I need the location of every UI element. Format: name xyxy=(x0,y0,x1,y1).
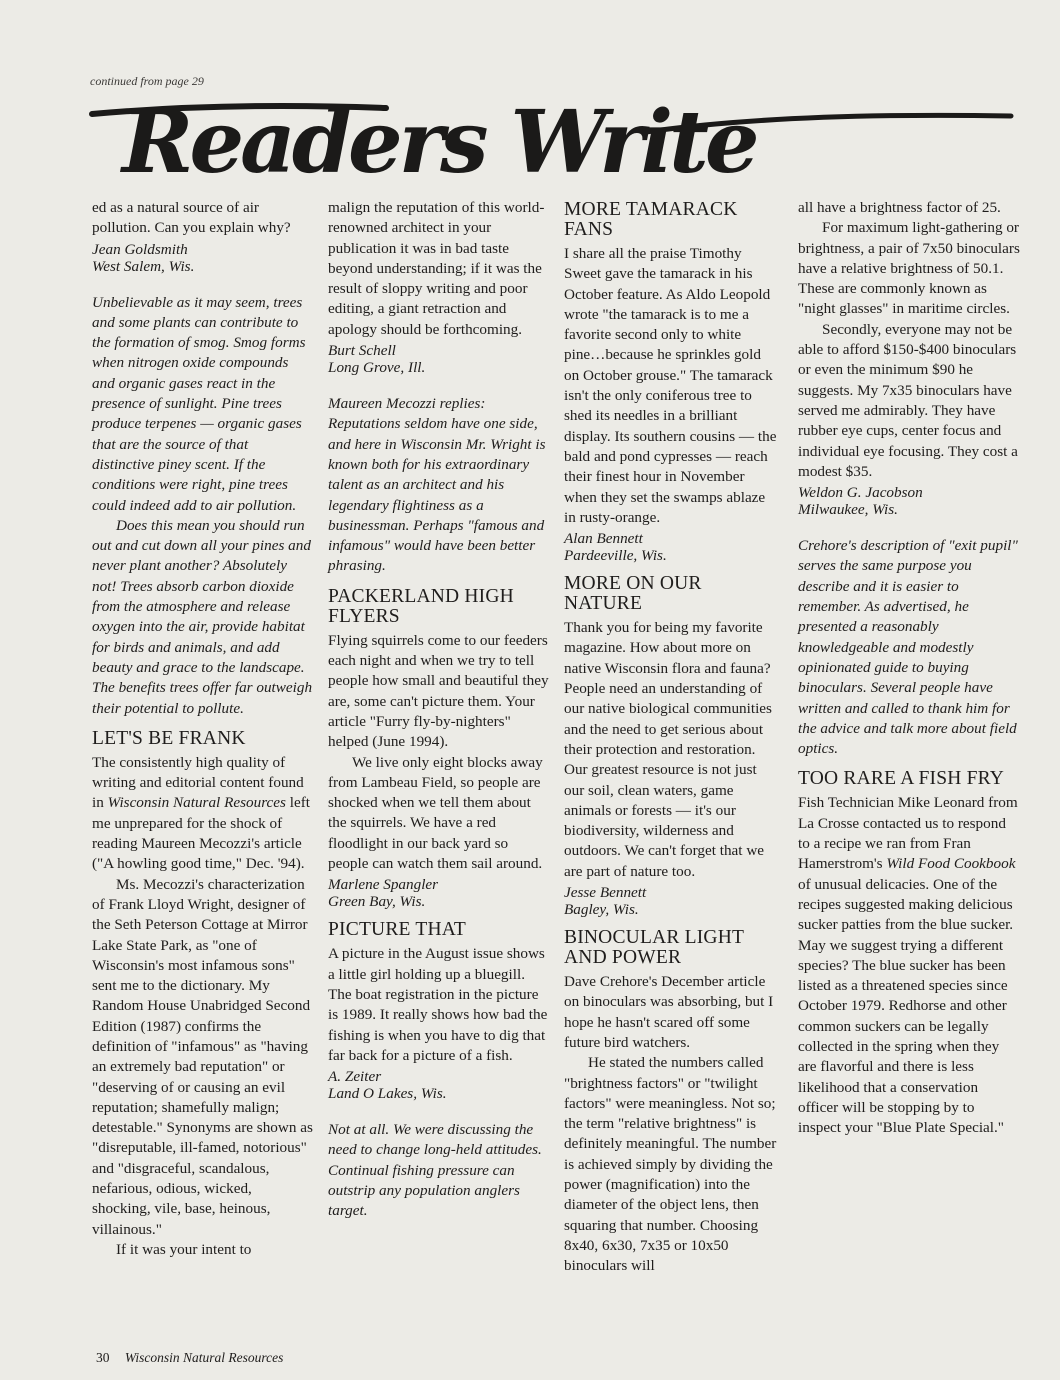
signature-name: Burt Schell xyxy=(328,342,396,360)
signature xyxy=(564,530,778,564)
continued-note: continued from page 29 xyxy=(90,74,204,88)
letter-paragraph: A picture in the August issue shows a little girl holding up a bluegill. The boat registration in the picture is 1989. It really shows how bad the fishing is when you have to dig that far back for a picture of a fish. xyxy=(328,945,548,1064)
letter-paragraph: Ms. Mecozzi's characterization of Frank Lloyd Wright, designer of the Seth Peterson Cottage at Mirror Lake State Park, as "one of Wisconsin's most infamous sons" sent me to the dictionary. My Random House Unabridged Second Edition (1987) confirms the definition of "infamous" as "having an extremely bad reputation" or "deserving of or causing an evil reputation; shamefully malign; detestable." Synonyms are shown as "disreputable, ill-famed, notorious" and "disgraceful, scandalous, nefarious, odious, wicked, shocking, vile, base, heinous, villainous." xyxy=(92,875,313,1238)
editor-reply-continued: Does this mean you should run out and cut down all your pines and never plant another? Absolutely not! Trees absorb carbon dioxide from the atmosphere and release oxygen into the air, provide habitat for birds and animals, and add beauty and grace to the landscape. The benefits trees offer far outweigh their potential to pollute. xyxy=(92,516,313,717)
signature xyxy=(328,1068,550,1102)
signature-place: Bagley, Wis. xyxy=(564,901,639,919)
letter-paragraph: Thank you for being my favorite magazine. How about more on native Wisconsin flora and fauna? People need an understanding of our native biological communities and the need to get serious about their protection and restoration. Our greatest resource is not just our soil, clean waters, game animals or forests — it's our biodiversity, wilderness and outdoors. We can't forget that we are part of nature too. xyxy=(564,619,772,880)
signature-place: Green Bay, Wis. xyxy=(328,893,426,911)
letter-paragraph: Fish Technician Mike Leonard from La Crosse contacted us to respond to a recipe we ran from Fran Hamerstrom's Wild Food Cookbook of unusual delicacies. One of the recipes suggested making delicious sucker patties from the blue sucker. May we suggest trying a different species? The blue sucker has been listed as a threatened species since October 1979. Redhorse and other common suckers can be legally collected in the spring when they are flavorful and there is less likelihood that a conservation officer will be stopping by to inspect your "Blue Plate Special." xyxy=(798,794,1018,1137)
signature-name: Jesse Bennett xyxy=(564,884,647,902)
letter-paragraph: all have a brightness factor of 25. xyxy=(798,199,1001,216)
section-heading: TOO RARE A FISH FRY xyxy=(798,768,1005,790)
editor-reply: Unbelievable as it may seem, trees and some plants can contribute to the formation of smog. Smog forms when nitrogen oxide compounds and organic gases react in the presence of sunlight. Pine trees produce terpenes — organic gases that are the source of that distinctive piney scent. If the conditions were right, pine trees could indeed add to air pollution. xyxy=(92,293,306,514)
masthead-script-logo xyxy=(86,92,1016,202)
signature xyxy=(92,241,314,275)
editor-reply: Not at all. We were discussing the need to change long-held attitudes. Continual fishing pressure can outstrip any population anglers target. xyxy=(328,1121,542,1220)
letter-paragraph: We live only eight blocks away from Lambeau Field, so people are shocked when we tell them about the squirrels. We have a red floodlight in our back yard so people can watch them sail around. xyxy=(328,753,543,873)
letter-paragraph: malign the reputation of this world-renowned architect in your publication it was in bad taste beyond understanding; if it was the result of sloppy writing and poor editing, a giant retraction and apology should be forthcoming. xyxy=(328,199,545,338)
masthead-readers-write xyxy=(86,92,1016,202)
book-title: Wild Food Cookbook xyxy=(886,855,1016,873)
masthead-title-text: Readers Write xyxy=(122,92,756,193)
editor-reply: Maureen Mecozzi replies: Reputations seldom have one side, and here in Wisconsin Mr. Wright is known both for his extraordinary talent as an architect and his legendary flightiness as a businessman. Perhaps "famous and infamous" would have been better phrasing. xyxy=(328,395,546,575)
column-3 xyxy=(564,198,778,1276)
page-footer xyxy=(96,1350,283,1366)
letter-paragraph: I share all the praise Timothy Sweet gave the tamarack in his October feature. As Aldo Leopold wrote "the tamarack is to me a favorite second only to white pine…because he sprinkles gold on October grouse." The tamarack isn't the only coniferous tree to shed its needles in a brilliant display. Its southern cousins — the bald and pond cypresses — reach their finest hour in November when they set the swamps ablaze in rusty-orange. xyxy=(564,245,777,526)
editor-reply: Crehore's description of "exit pupil" serves the same purpose you describe and it is easier to remember. As advertised, he presented a reasonably knowledgeable and modestly opinionated guide to buying binoculars. Several people have written and called to thank him for the advice and talk more about field optics. xyxy=(798,537,1018,758)
signature-place: Milwaukee, Wis. xyxy=(798,501,898,519)
signature-name: Weldon G. Jacobson xyxy=(798,484,923,502)
signature xyxy=(798,484,1020,518)
signature xyxy=(564,884,778,918)
signature-place: Land O Lakes, Wis. xyxy=(328,1085,447,1103)
letter-fragment: ed as a natural source of air pollution. Can you explain why? xyxy=(92,199,291,237)
section-heading: MORE TAMARACK FANS xyxy=(564,199,738,240)
letter-paragraph: The consistently high quality of writing and editorial content found in Wisconsin Natural Resources left me unprepared for the shock of reading Maureen Mecozzi's article ("A howling good time," Dec. '94). xyxy=(92,753,310,873)
magazine-title: Wisconsin Natural Resources xyxy=(107,794,286,812)
signature-place: West Salem, Wis. xyxy=(92,257,195,275)
section-heading: PICTURE THAT xyxy=(328,919,467,941)
signature-place: Long Grove, Ill. xyxy=(328,359,426,377)
signature xyxy=(328,342,550,376)
publication-name: Wisconsin Natural Resources xyxy=(124,1350,284,1365)
letter-paragraph: Dave Crehore's December article on binoculars was absorbing, but I hope he hasn't scared off some future bird watchers. xyxy=(564,973,774,1051)
letter-paragraph: If it was your intent to xyxy=(116,1240,252,1258)
signature-name: A. Zeiter xyxy=(328,1068,382,1086)
section-heading: MORE ON OUR NATURE xyxy=(564,573,702,615)
column-2 xyxy=(328,198,550,1222)
section-heading: BINOCULAR LIGHT AND POWER xyxy=(564,927,744,969)
signature xyxy=(328,876,550,910)
signature-name: Marlene Spangler xyxy=(328,876,439,894)
column-1 xyxy=(92,198,314,1260)
letter-paragraph: Secondly, everyone may not be able to afford $150-$400 binoculars or even the minimum $90 he suggests. My 7x35 binoculars have served me admirably. They have rubber eye cups, center focus and individual eye focusing. They cost a modest $35. xyxy=(798,320,1018,480)
column-4 xyxy=(798,198,1020,1138)
letter-paragraph: He stated the numbers called "brightness factors" or "twilight factors" were meaningless. Not so; the term "relative brightness" is definitely meaningful. The number is achieved simply by dividing the power (magnification) into the diameter of the object lens, then squaring that number. Choosing 8x40, 6x30, 7x35 or 10x50 binoculars will xyxy=(564,1054,777,1275)
page-number: 30 xyxy=(96,1350,110,1365)
section-heading: LET'S BE FRANK xyxy=(92,727,246,749)
signature-name: Alan Bennett xyxy=(564,530,643,548)
letter-paragraph: For maximum light-gathering or brightness, a pair of 7x50 binoculars have a relative brightness of 50.1. These are commonly known as "night glasses" in maritime circles. xyxy=(798,219,1020,318)
letter-paragraph: Flying squirrels come to our feeders each night and when we try to tell people how small and beautiful they are, some can't picture them. Your article "Furry fly-by-nighters" helped (June 1994). xyxy=(328,631,549,751)
section-heading: PACKERLAND HIGH FLYERS xyxy=(328,585,514,627)
signature-name: Jean Goldsmith xyxy=(92,240,188,258)
signature-place: Pardeeville, Wis. xyxy=(564,547,667,565)
